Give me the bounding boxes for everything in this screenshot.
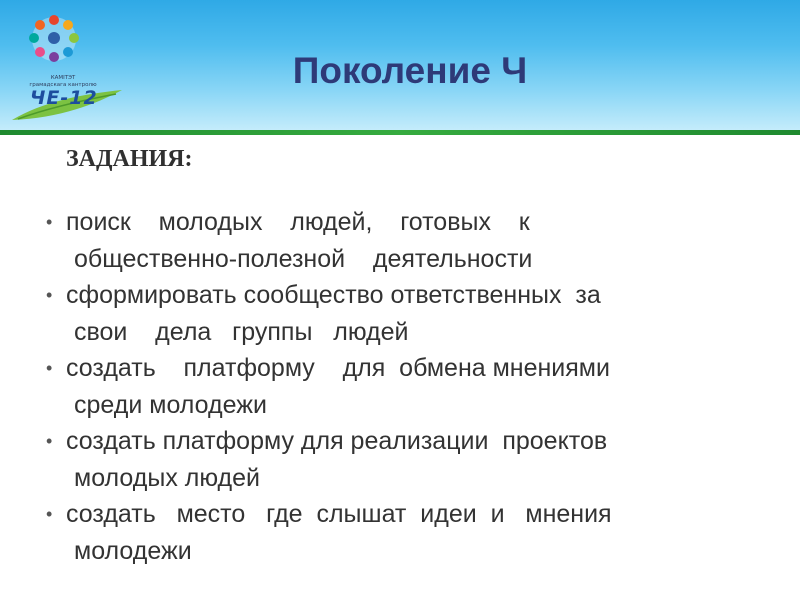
logo (4, 6, 128, 128)
task-line: сформировать сообщество ответственных за (66, 281, 601, 309)
task-line-continued: среди молодежи (74, 390, 267, 419)
task-line: создать платформу для реализации проектов (66, 427, 608, 455)
task-line-continued: молодежи (74, 536, 192, 565)
slide-subtitle: ЗАДАНИЯ: (66, 146, 193, 172)
task-line: поиск молодых людей, готовых к (66, 208, 530, 236)
task-item (46, 277, 706, 350)
green-divider (0, 130, 800, 135)
task-line-continued: молодых людей (74, 463, 261, 492)
bullet-icon: • (46, 285, 53, 305)
task-line: создать платформу для обмена мнениями (66, 354, 610, 382)
task-item (46, 204, 706, 277)
logo-caption-line-1: КАМІТЭТ (50, 75, 76, 81)
task-line-continued: свои дела группы людей (74, 317, 409, 346)
bullet-icon: • (46, 212, 53, 232)
bullet-icon: • (46, 504, 53, 524)
logo-emblem-icon (4, 6, 128, 128)
bullet-icon: • (46, 358, 53, 378)
logo-caption-line-2: грамадскага кантролю (29, 81, 97, 88)
bullet-icon: • (46, 431, 53, 451)
task-list (46, 204, 706, 569)
task-item (46, 423, 706, 496)
task-line-continued: общественно-полезной деятельности (74, 244, 533, 273)
task-item (46, 496, 706, 569)
logo-code: ЧЕ-12 (30, 87, 98, 109)
task-item (46, 350, 706, 423)
slide-title: Поколение Ч (292, 50, 528, 91)
task-line: создать место где слышат идеи и мнения (66, 500, 612, 528)
